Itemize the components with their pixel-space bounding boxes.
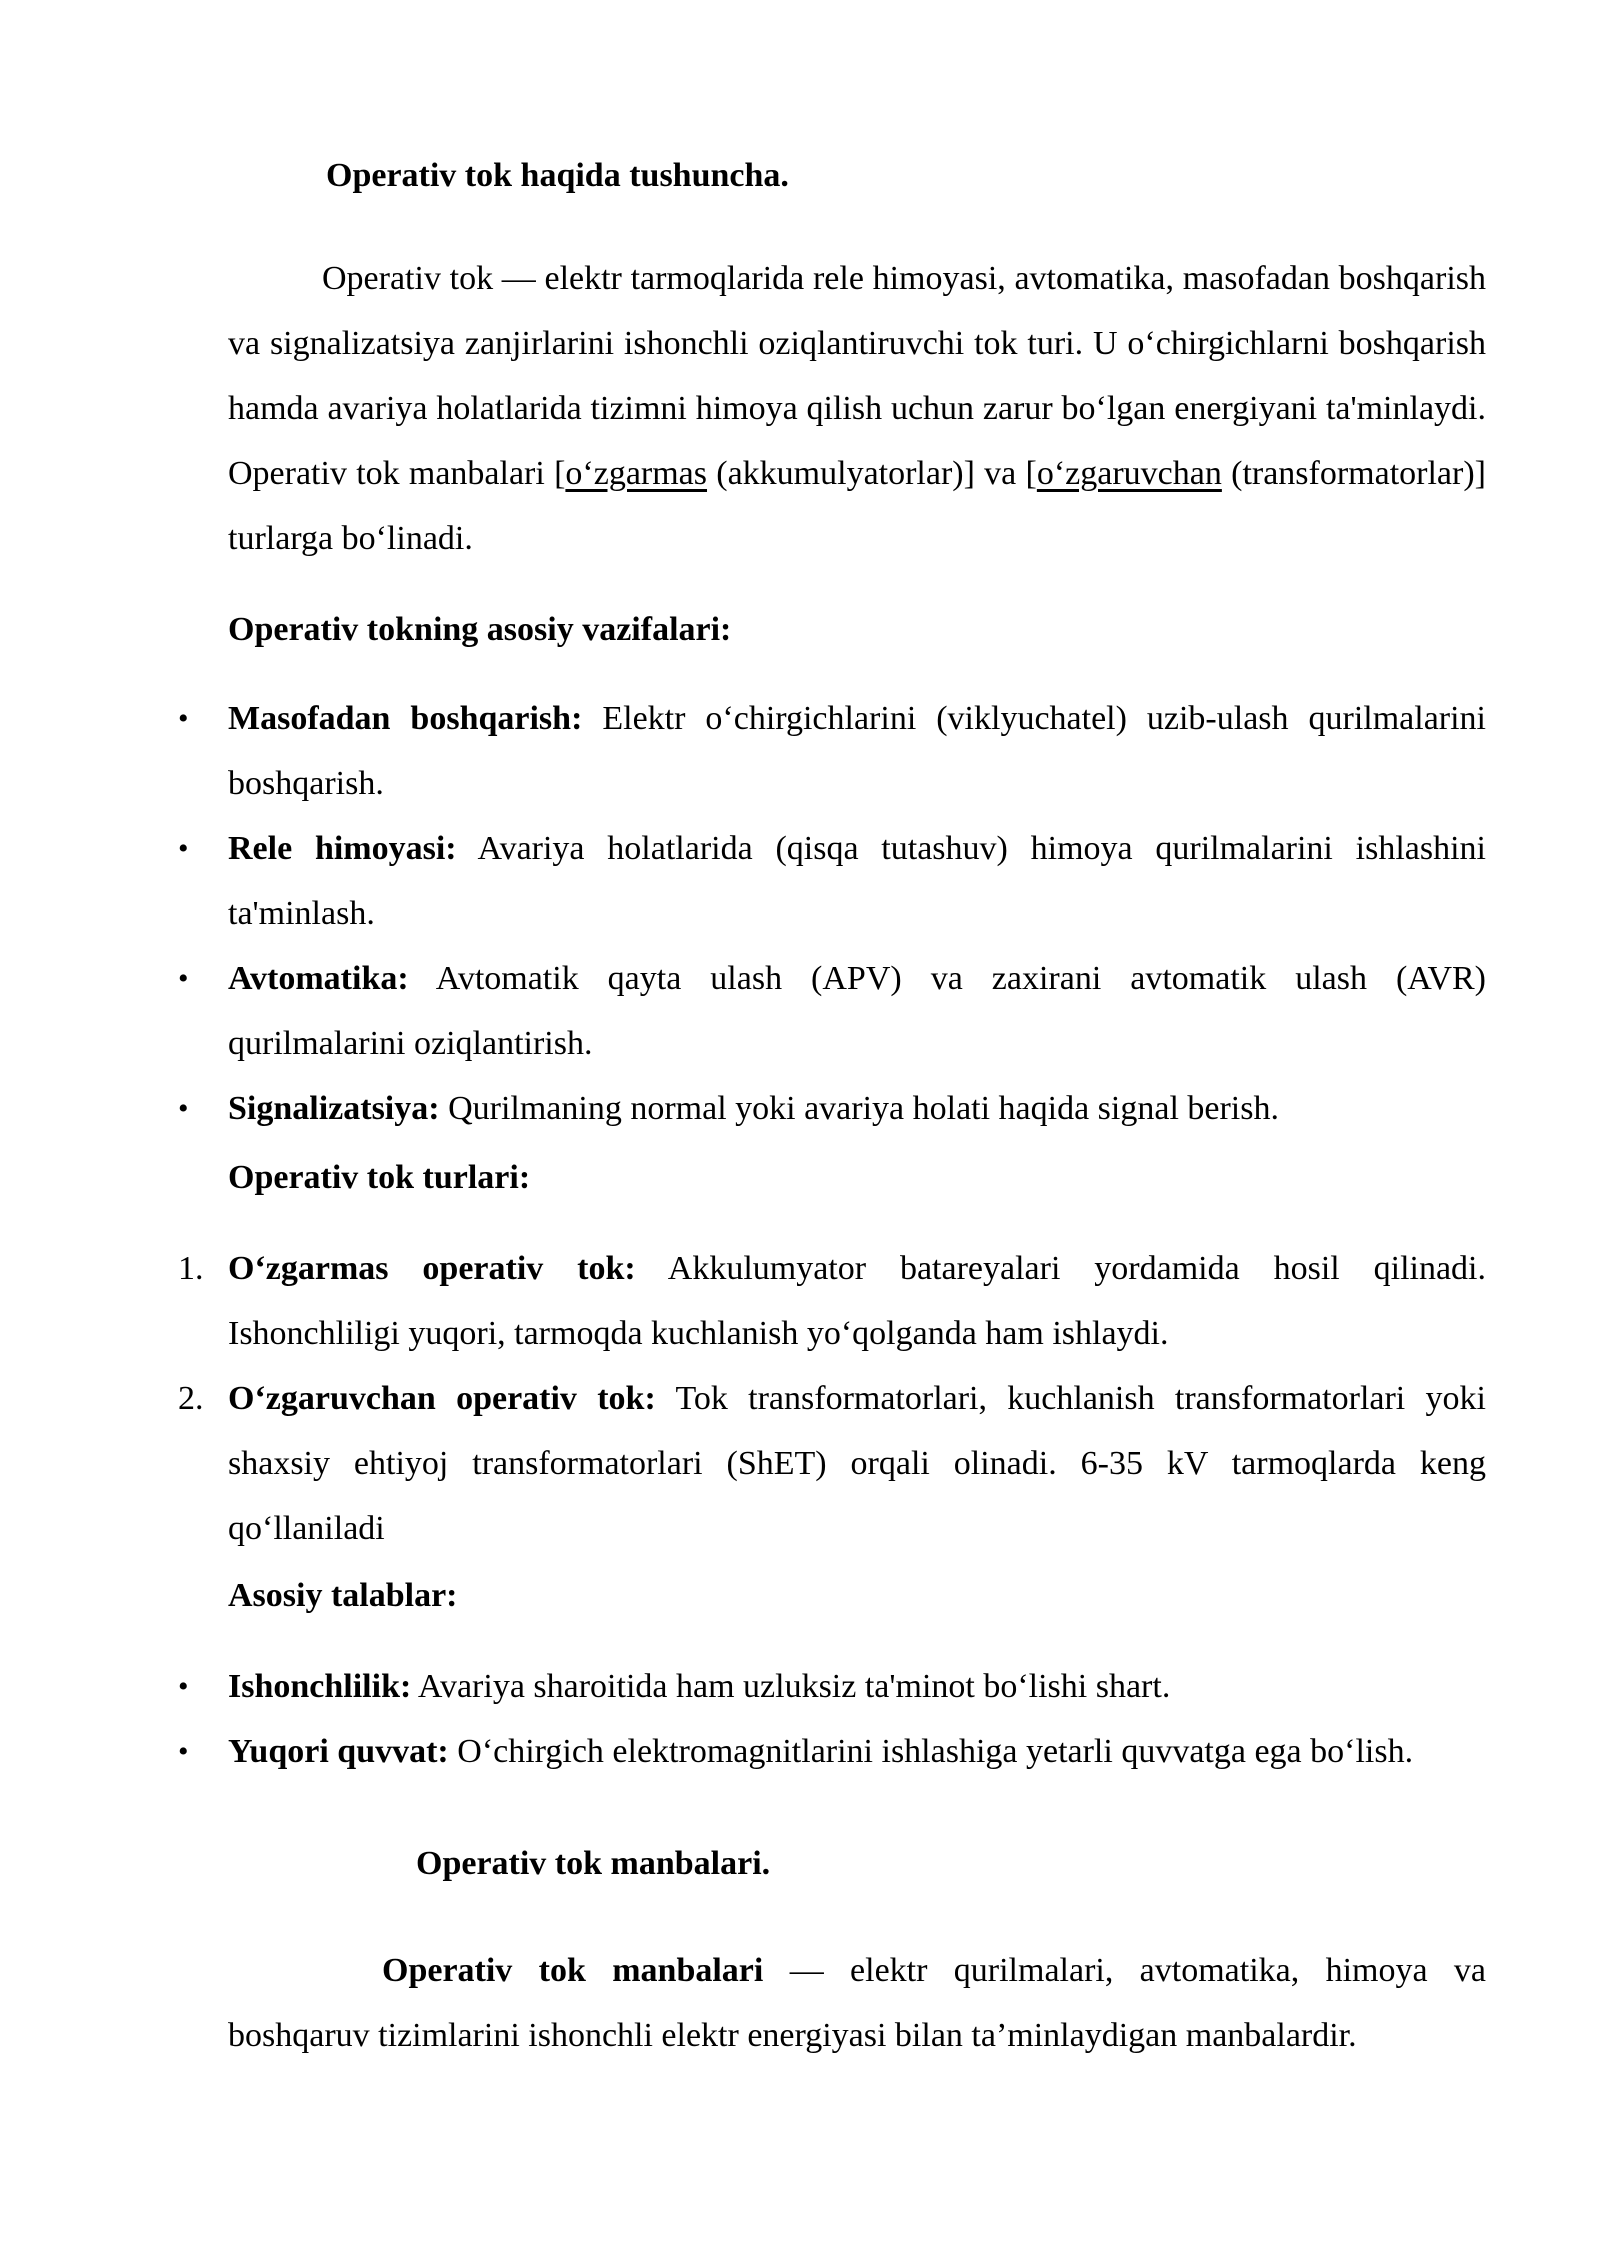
page-title: Operativ tok haqida tushuncha. (326, 157, 789, 194)
intro-text-1: Operativ tok — elektr tarmoqlarida rele himoyasi, avtomatika, masofadan boshqarish va signalizatsiya zanjirlarini ishonchli oziqlantiruvchi tok turi. U o‘chirgichlarni boshqarish hamda avariya holatlarida tizimni himoya qilish uchun zarur bo‘lgan energiyani ta'minlaydi. Operativ tok manbalari [ (228, 260, 1486, 492)
item-term: Masofadan boshqarish: (228, 700, 583, 737)
sources-text: — elektr qurilmalari, avtomatika, himoya va boshqaruv tizimlarini ishonchli elektr energiyasi bilan ta’minlaydigan manbalardir. (228, 1952, 1486, 2054)
item-text: Avariya holatlarida (qisqa tutashuv) himoya qurilmalarini ishlashini ta'minlash. (228, 830, 1486, 932)
bullet-icon: • (178, 1735, 189, 1768)
requirements-list (178, 1654, 1486, 1784)
list-item (178, 946, 1486, 1076)
functions-heading: Operativ tokning asosiy vazifalari: (228, 611, 732, 648)
item-term: Avtomatika: (228, 960, 409, 997)
item-term: Ishonchlilik: (228, 1668, 412, 1705)
list-item (178, 686, 1486, 816)
item-text: Akkulumyator batareyalari yordamida hosil qilinadi. Ishonchliligi yuqori, tarmoqda kuchlanish yo‘qolganda ham ishlaydi. (228, 1250, 1487, 1352)
item-term: Yuqori quvvat: (228, 1733, 449, 1770)
intro-text-3: (transformatorlar)] turlarga bo‘linadi. (228, 455, 1486, 557)
bullet-icon: • (178, 962, 189, 995)
item-text: Tok transformatorlari, kuchlanish transformatorlari yoki shaxsiy ehtiyoj transformatorlari (ShET) orqali olinadi. 6-35 kV tarmoqlarda keng qo‘llaniladi (228, 1380, 1486, 1547)
list-item (178, 1076, 1486, 1141)
list-item (178, 1654, 1486, 1719)
bullet-icon: • (178, 702, 189, 735)
functions-list (178, 686, 1486, 1141)
item-term: O‘zgarmas operativ tok: (228, 1250, 636, 1287)
bullet-icon: • (178, 832, 189, 865)
item-term: O‘zgaruvchan operativ tok: (228, 1380, 656, 1417)
list-item (178, 1236, 1487, 1366)
link-ozgarmas[interactable]: o‘zgarmas (565, 455, 708, 492)
item-text: Avtomatik qayta ulash (APV) va zaxirani avtomatik ulash (AVR) qurilmalarini oziqlantirish. (228, 960, 1486, 1062)
sources-title: Operativ tok manbalari. (416, 1845, 771, 1882)
intro-text-2: (akkumulyatorlar)] va [ (707, 455, 1037, 492)
bullet-icon: • (178, 1092, 189, 1125)
item-text: Qurilmaning normal yoki avariya holati haqida signal berish. (439, 1090, 1279, 1127)
bullet-icon: • (178, 1670, 189, 1703)
item-term: Signalizatsiya: (228, 1090, 440, 1127)
sources-paragraph (228, 1938, 1486, 2068)
link-ozgaruvchan[interactable]: o‘zgaruvchan (1036, 455, 1222, 492)
intro-paragraph (228, 246, 1486, 571)
requirements-heading: Asosiy talablar: (228, 1577, 458, 1614)
types-heading: Operativ tok turlari: (228, 1159, 531, 1196)
sources-term: Operativ tok manbalari (382, 1952, 764, 1989)
item-text: Avariya sharoitida ham uzluksiz ta'minot bo‘lishi shart. (411, 1668, 1171, 1705)
list-item (178, 816, 1486, 946)
list-item (178, 1719, 1486, 1784)
item-text: O‘chirgich elektromagnitlarini ishlashiga yetarli quvvatga ega bo‘lish. (448, 1733, 1414, 1770)
list-item (178, 1366, 1486, 1561)
item-number: 2. (178, 1380, 204, 1417)
types-list (178, 1236, 1487, 1561)
item-number: 1. (178, 1250, 204, 1287)
item-text: Elektr o‘chirgichlarini (viklyuchatel) uzib-ulash qurilmalarini boshqarish. (228, 700, 1486, 802)
item-term: Rele himoyasi: (228, 830, 457, 867)
